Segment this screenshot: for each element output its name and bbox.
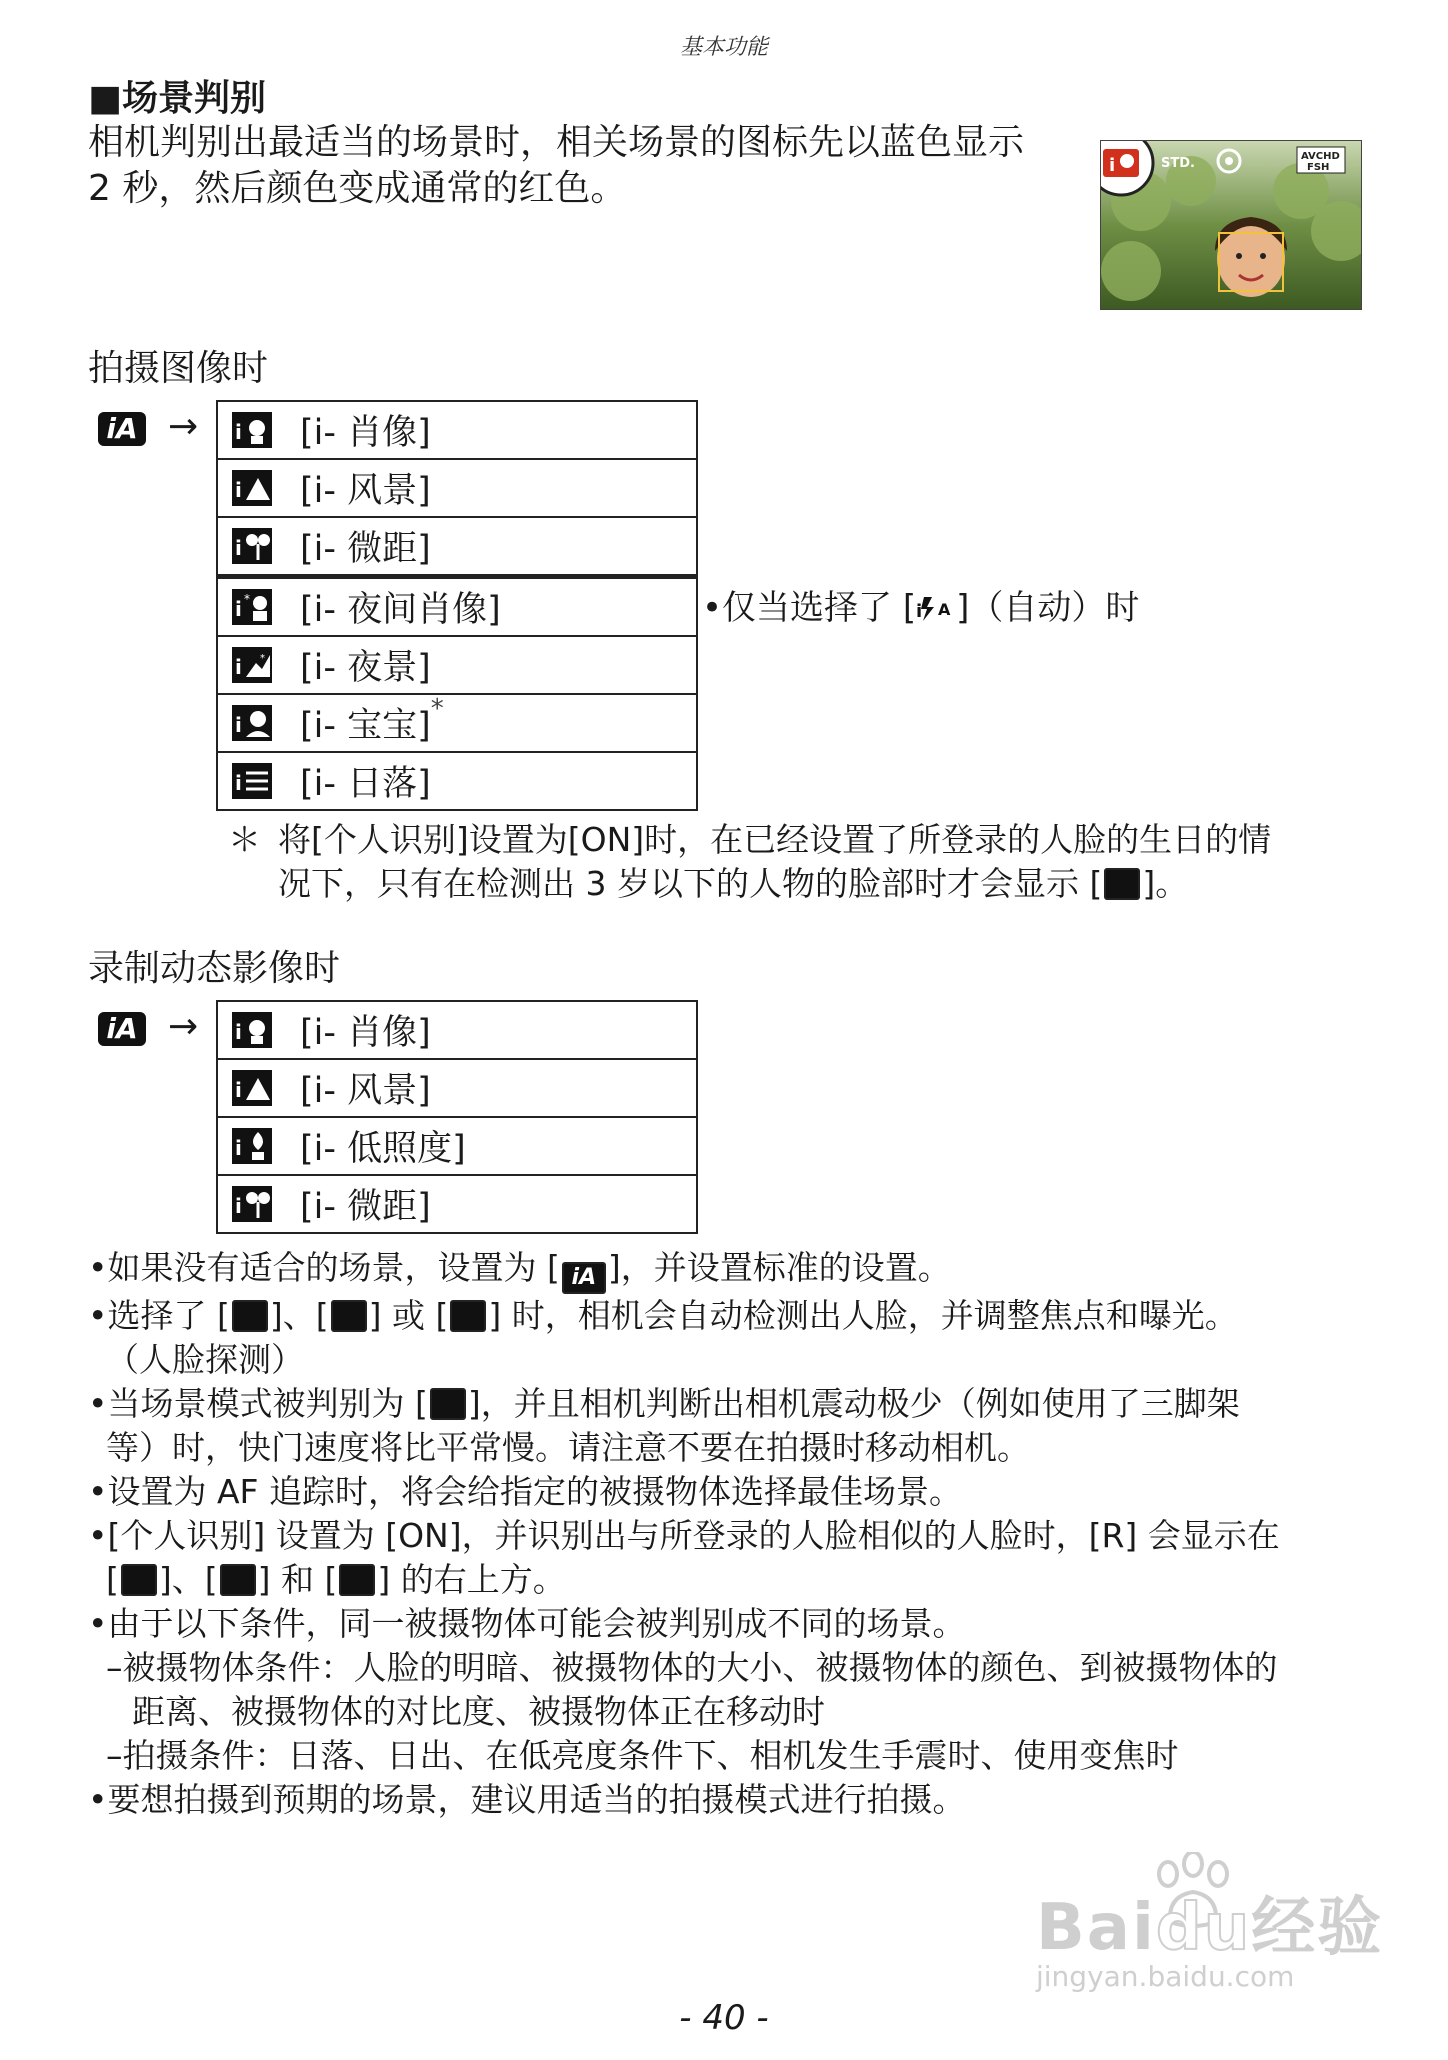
note-item-cont: [ ]、[ ] 和 [ ] 的右上方。 <box>106 1560 566 1599</box>
ia-mode-icon: iA <box>98 412 146 446</box>
camera-scene-image <box>1101 141 1361 309</box>
scene-row <box>218 1002 696 1060</box>
std-icon: STD. <box>1161 156 1195 171</box>
page-number: - 40 - <box>679 1998 769 2038</box>
svg-text:*: * <box>260 653 265 664</box>
scene-row <box>218 753 696 809</box>
svg-text:i: i <box>235 771 242 795</box>
note-subitem: –拍摄条件：日落、日出、在低亮度条件下、相机发生手震时、使用变焦时 <box>106 1736 1179 1775</box>
svg-text:A: A <box>938 600 951 619</box>
scene-label: [i- 夜景] <box>300 648 431 688</box>
note-subitem: –被摄物体条件：人脸的明暗、被摄物体的大小、被摄物体的颜色、到被摄物体的 <box>106 1648 1278 1687</box>
scene-label: [i- 肖像] <box>300 413 431 453</box>
note-item-cont: （人脸探测） <box>106 1340 304 1379</box>
arrow: → <box>168 1006 199 1047</box>
note-item: •选择了 [ ]、[ ] 或 [ ] 时，相机会自动检测出人脸，并调整焦点和曝光。 <box>88 1296 1238 1335</box>
i-night-portrait-icon <box>232 589 272 625</box>
scene-row <box>218 1118 696 1176</box>
scene-row <box>218 518 696 576</box>
intro-line-1: 相机判别出最适当的场景时，相关场景的图标先以蓝色显示 <box>88 122 1025 163</box>
scene-row <box>218 402 696 460</box>
svg-text:i: i <box>1109 155 1116 176</box>
i-night-scenery-icon <box>430 1388 466 1420</box>
scene-row <box>218 576 696 637</box>
baby-footnote: ＊ 将[个人识别]设置为[ON]时，在已经设置了所登录的人脸的生日的情 况下，只有在检测出 3 岁以下的人物的脸部时才会显示 [ ]。 <box>228 820 1272 903</box>
footnote-asterisk: * <box>430 694 444 724</box>
scene-label: [i- 低照度] <box>300 1129 466 1169</box>
i-portrait-icon <box>121 1564 157 1596</box>
still-scene-table <box>216 400 698 811</box>
i-scenery-icon <box>232 1070 272 1106</box>
i-portrait-icon <box>232 1012 272 1048</box>
i-low-light-icon <box>232 1128 272 1164</box>
i-baby-icon <box>450 1300 486 1332</box>
i-baby-icon <box>232 705 272 741</box>
svg-text:*: * <box>244 592 250 606</box>
movie-scene-table <box>216 1000 698 1234</box>
page-header: 基本功能 <box>679 35 768 60</box>
still-subtitle: 拍摄图像时 <box>88 348 269 389</box>
scene-row <box>218 1060 696 1118</box>
svg-text:i: i <box>235 1078 242 1102</box>
note-item: •当场景模式被判别为 [ ]，并且相机判断出相机震动极少（例如使用了三脚架 <box>88 1384 1240 1423</box>
movie-subtitle: 录制动态影像时 <box>88 948 341 989</box>
baidu-watermark-url: jingyan.baidu.com <box>1036 1960 1295 1993</box>
arrow: → <box>168 406 199 447</box>
scene-label: [i- 风景] <box>300 471 431 511</box>
i-night-scenery-icon <box>232 647 272 683</box>
ia-mode-icon: iA <box>562 1262 606 1294</box>
svg-text:i: i <box>235 536 242 560</box>
i-night-portrait-icon <box>220 1564 256 1596</box>
scene-row <box>218 637 696 695</box>
note-item-cont: 等）时，快门速度将比平常慢。请注意不要在拍摄时移动相机。 <box>106 1428 1030 1467</box>
svg-text:FSH: FSH <box>1307 162 1330 173</box>
scene-label: [i- 微距] <box>300 1187 431 1227</box>
scene-label: [i- 宝宝] <box>300 706 431 746</box>
svg-text:i: i <box>235 1020 242 1044</box>
i-baby-icon <box>1104 868 1140 900</box>
scene-row <box>218 460 696 518</box>
ia-mode-icon: iA <box>98 1012 146 1046</box>
note-subitem-cont: 距离、被摄物体的对比度、被摄物体正在移动时 <box>132 1692 825 1731</box>
note-item: •设置为 AF 追踪时，将会给指定的被摄物体选择最佳场景。 <box>88 1472 963 1511</box>
i-portrait-icon <box>232 412 272 448</box>
note-item: •由于以下条件，同一被摄物体可能会被判别成不同的场景。 <box>88 1604 966 1643</box>
notes-list <box>88 1246 1378 1822</box>
scene-label: [i- 微距] <box>300 529 431 569</box>
camera-screen-photo <box>1100 140 1362 310</box>
scene-label: [i- 风景] <box>300 1071 431 1111</box>
i-scenery-icon <box>232 470 272 506</box>
scene-row <box>218 1176 696 1232</box>
scene-row <box>218 695 696 753</box>
scene-label: [i- 肖像] <box>300 1013 431 1053</box>
scene-label: [i- 日落] <box>300 764 431 804</box>
section-title: ■场景判别 <box>88 78 267 119</box>
intro-paragraph <box>88 120 1088 212</box>
intelligent-auto-note: •仅当选择了 [ i A ]（自动）时 <box>702 588 1140 628</box>
i-macro-icon <box>232 1186 272 1222</box>
svg-text:AVCHD: AVCHD <box>1301 151 1340 162</box>
i-sunset-icon <box>232 763 272 799</box>
note-item: •要想拍摄到预期的场景，建议用适当的拍摄模式进行拍摄。 <box>88 1780 966 1819</box>
svg-text:i: i <box>235 1136 242 1160</box>
intro-line-2: 2 秒，然后颜色变成通常的红色。 <box>88 168 627 209</box>
i-portrait-icon <box>232 1300 268 1332</box>
svg-text:i: i <box>235 597 242 621</box>
footnote-mark: ＊ <box>228 820 261 859</box>
i-macro-icon <box>232 528 272 564</box>
i-night-portrait-icon <box>331 1300 367 1332</box>
baidu-watermark-brand: Baidu经验 <box>1036 1891 1384 1965</box>
note-item: •[个人识别] 设置为 [ON]，并识别出与所登录的人脸相似的人脸时，[R] 会显示在 <box>88 1516 1280 1555</box>
scene-label: [i- 夜间肖像] <box>300 590 501 630</box>
svg-text:i: i <box>235 655 242 679</box>
svg-text:i: i <box>916 601 923 622</box>
note-item: •如果没有适合的场景，设置为 [ iA ]，并设置标准的设置。 <box>88 1246 1378 1294</box>
svg-text:i: i <box>235 1194 242 1218</box>
svg-text:i: i <box>235 420 242 444</box>
i-baby-icon <box>339 1564 375 1596</box>
svg-text:i: i <box>235 478 242 502</box>
svg-text:i: i <box>235 713 242 737</box>
i-flash-auto-icon <box>916 593 956 623</box>
